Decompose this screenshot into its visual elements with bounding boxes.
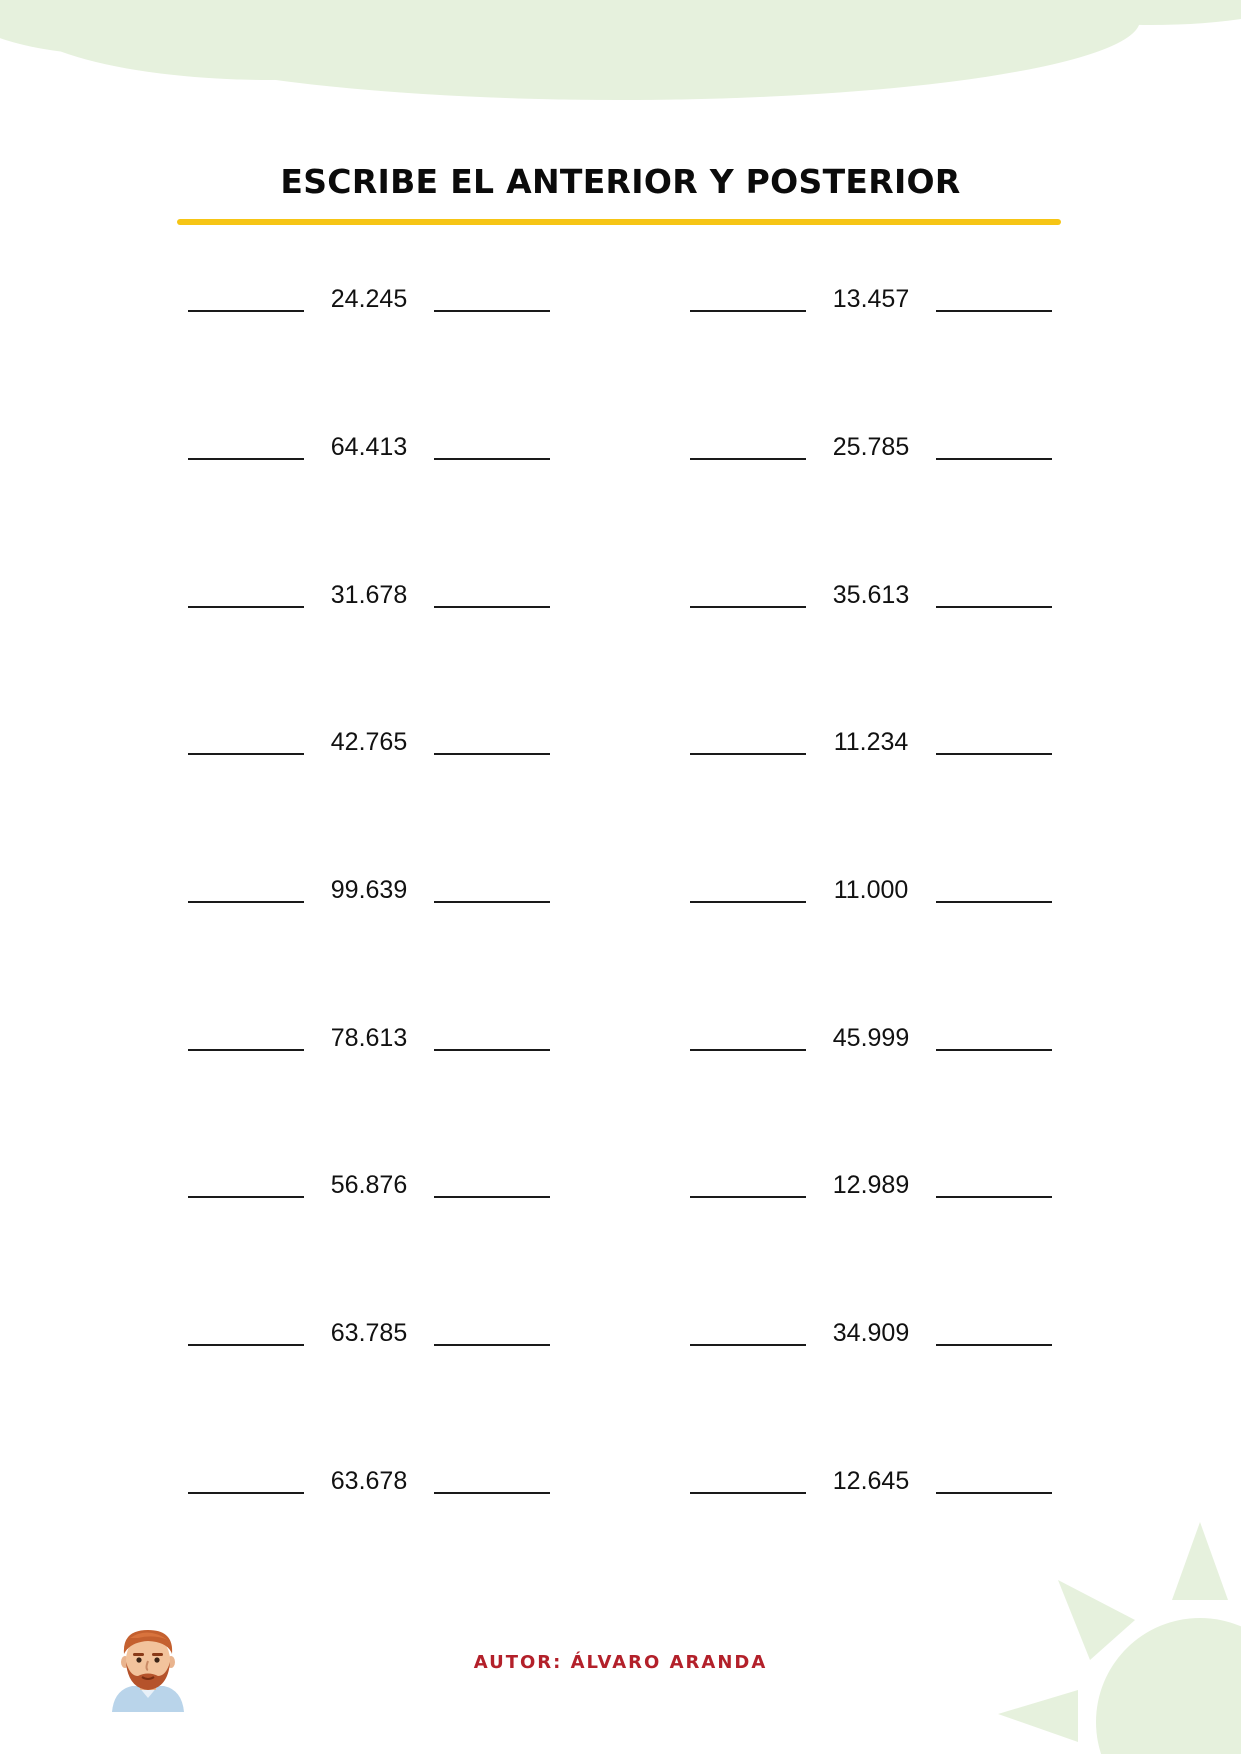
answer-blank-before[interactable] xyxy=(188,458,304,460)
answer-blank-after[interactable] xyxy=(434,1196,550,1198)
exercise-item xyxy=(690,279,1070,319)
answer-blank-before[interactable] xyxy=(188,1049,304,1051)
answer-blank-after[interactable] xyxy=(936,606,1052,608)
exercise-number: 11.000 xyxy=(833,876,909,904)
exercise-number: 34.909 xyxy=(832,1319,910,1347)
exercise-item xyxy=(188,1165,568,1205)
exercise-number: 63.678 xyxy=(330,1467,408,1495)
answer-blank-before[interactable] xyxy=(690,1196,806,1198)
answer-blank-before[interactable] xyxy=(188,1344,304,1346)
answer-blank-before[interactable] xyxy=(188,1196,304,1198)
answer-blank-after[interactable] xyxy=(936,1196,1052,1198)
answer-blank-before[interactable] xyxy=(690,753,806,755)
exercise-number: 13.457 xyxy=(832,285,910,313)
exercise-number: 31.678 xyxy=(330,581,408,609)
answer-blank-after[interactable] xyxy=(434,310,550,312)
answer-blank-before[interactable] xyxy=(188,310,304,312)
sun-icon xyxy=(998,1522,1241,1754)
answer-blank-after[interactable] xyxy=(434,1344,550,1346)
exercise-number: 45.999 xyxy=(832,1024,910,1052)
answer-blank-after[interactable] xyxy=(434,1492,550,1494)
exercise-item xyxy=(690,1165,1070,1205)
answer-blank-after[interactable] xyxy=(936,1344,1052,1346)
exercise-item xyxy=(690,870,1070,910)
answer-blank-before[interactable] xyxy=(188,753,304,755)
answer-blank-after[interactable] xyxy=(936,901,1052,903)
exercise-number: 42.765 xyxy=(330,728,408,756)
exercise-item xyxy=(188,1461,568,1501)
answer-blank-before[interactable] xyxy=(690,1049,806,1051)
exercise-number: 24.245 xyxy=(330,285,408,313)
exercise-number: 63.785 xyxy=(330,1319,408,1347)
answer-blank-before[interactable] xyxy=(188,1492,304,1494)
exercise-item xyxy=(690,1313,1070,1353)
answer-blank-before[interactable] xyxy=(690,458,806,460)
exercise-number: 78.613 xyxy=(330,1024,408,1052)
exercise-item xyxy=(690,722,1070,762)
answer-blank-before[interactable] xyxy=(188,901,304,903)
answer-blank-after[interactable] xyxy=(434,753,550,755)
exercise-number: 99.639 xyxy=(330,876,408,904)
answer-blank-before[interactable] xyxy=(188,606,304,608)
exercise-item xyxy=(188,722,568,762)
answer-blank-after[interactable] xyxy=(936,1492,1052,1494)
exercise-item xyxy=(188,1018,568,1058)
exercise-number: 11.234 xyxy=(833,728,909,756)
exercise-number: 35.613 xyxy=(832,581,910,609)
exercise-number: 25.785 xyxy=(832,433,910,461)
answer-blank-before[interactable] xyxy=(690,310,806,312)
exercise-item xyxy=(188,279,568,319)
answer-blank-after[interactable] xyxy=(936,753,1052,755)
exercise-item xyxy=(690,575,1070,615)
answer-blank-after[interactable] xyxy=(434,458,550,460)
exercise-item xyxy=(188,427,568,467)
exercise-item xyxy=(188,575,568,615)
exercise-number: 64.413 xyxy=(330,433,408,461)
exercise-item xyxy=(690,427,1070,467)
page-title: ESCRIBE EL ANTERIOR Y POSTERIOR xyxy=(280,162,961,201)
title-underline xyxy=(177,219,1061,225)
answer-blank-after[interactable] xyxy=(936,310,1052,312)
exercise-number: 12.989 xyxy=(832,1171,910,1199)
exercise-item xyxy=(188,1313,568,1353)
author-credit: AUTOR: ÁLVARO ARANDA xyxy=(473,1652,768,1673)
answer-blank-before[interactable] xyxy=(690,1344,806,1346)
answer-blank-after[interactable] xyxy=(434,901,550,903)
top-cloud-shape xyxy=(0,0,1241,100)
exercise-number: 56.876 xyxy=(330,1171,408,1199)
exercise-item xyxy=(690,1018,1070,1058)
answer-blank-before[interactable] xyxy=(690,606,806,608)
answer-blank-after[interactable] xyxy=(434,1049,550,1051)
answer-blank-after[interactable] xyxy=(936,1049,1052,1051)
exercise-item xyxy=(690,1461,1070,1501)
answer-blank-before[interactable] xyxy=(690,1492,806,1494)
exercise-item xyxy=(188,870,568,910)
answer-blank-after[interactable] xyxy=(936,458,1052,460)
exercise-number: 12.645 xyxy=(832,1467,910,1495)
answer-blank-before[interactable] xyxy=(690,901,806,903)
answer-blank-after[interactable] xyxy=(434,606,550,608)
